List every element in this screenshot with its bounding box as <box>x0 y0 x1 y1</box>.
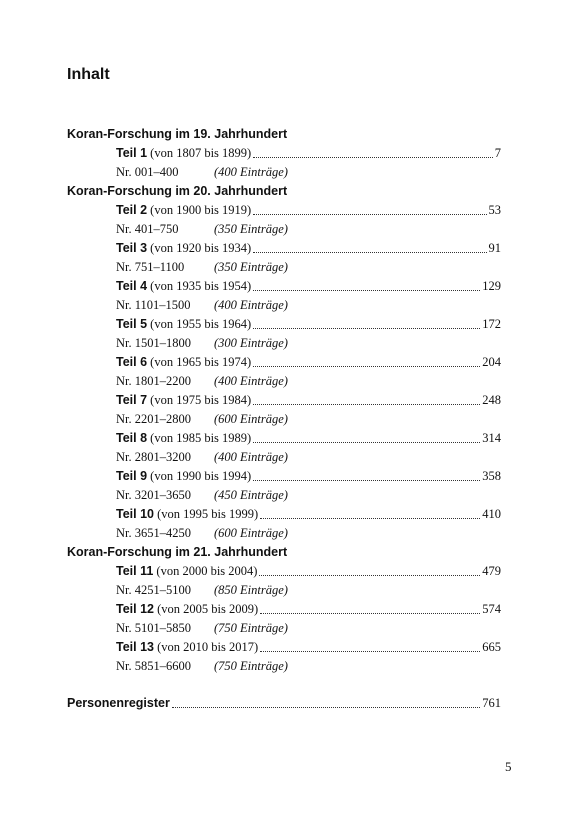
toc-entry[interactable] <box>67 144 501 163</box>
entry-range-row <box>67 372 501 391</box>
part-name: Teil 13 <box>116 640 154 654</box>
entry-count: (400 Einträge) <box>214 298 288 312</box>
part-name: Teil 5 <box>116 317 148 331</box>
register-label: Personenregister <box>67 696 170 710</box>
page-ref: 91 <box>488 241 501 255</box>
toc-entry[interactable] <box>67 638 501 657</box>
leader-dots <box>253 327 480 329</box>
toc-entry[interactable] <box>67 239 501 258</box>
entry-range-row <box>67 619 501 638</box>
entry-label <box>116 353 251 372</box>
part-name: Teil 6 <box>116 355 148 369</box>
section-heading: Koran-Forschung im 20. Jahrhundert <box>67 184 288 198</box>
part-span: (von 2005 bis 2009) <box>157 602 259 616</box>
entry-count: (400 Einträge) <box>214 374 288 388</box>
part-name: Teil 4 <box>116 279 148 293</box>
part-name: Teil 8 <box>116 431 148 445</box>
page-number: 5 <box>505 759 512 774</box>
entry-range: Nr. 3201–3650 <box>116 488 191 502</box>
entry-range: Nr. 5851–6600 <box>116 659 191 673</box>
page-ref: 574 <box>482 602 501 616</box>
entry-range-row <box>67 410 501 429</box>
part-name: Teil 12 <box>116 602 154 616</box>
page-ref: 248 <box>482 393 501 407</box>
entry-range: Nr. 3651–4250 <box>116 526 191 540</box>
part-name: Teil 2 <box>116 203 148 217</box>
entry-count: (450 Einträge) <box>214 488 288 502</box>
leader-dots <box>253 156 493 158</box>
entry-range-row <box>67 524 501 543</box>
leader-dots <box>253 479 480 481</box>
entry-label <box>116 144 251 163</box>
part-name: Teil 3 <box>116 241 148 255</box>
entry-label <box>116 429 251 448</box>
entry-label <box>116 505 258 524</box>
entry-range: Nr. 1101–1500 <box>116 298 191 312</box>
entry-range-row <box>67 581 501 600</box>
entry-count: (400 Einträge) <box>214 450 288 464</box>
entry-range: Nr. 1801–2200 <box>116 374 191 388</box>
section-heading: Koran-Forschung im 19. Jahrhundert <box>67 127 288 141</box>
entry-count: (750 Einträge) <box>214 659 288 673</box>
entry-label <box>116 600 258 619</box>
part-name: Teil 1 <box>116 146 148 160</box>
part-name: Teil 11 <box>116 564 154 578</box>
part-span: (von 1990 bis 1994) <box>150 469 252 483</box>
entry-range: Nr. 1501–1800 <box>116 336 191 350</box>
leader-dots <box>260 612 480 614</box>
leader-dots <box>253 365 480 367</box>
part-span: (von 1955 bis 1964) <box>150 317 252 331</box>
part-name: Teil 7 <box>116 393 148 407</box>
entry-range: Nr. 5101–5850 <box>116 621 191 635</box>
leader-dots <box>260 517 480 519</box>
spacer <box>67 676 501 694</box>
part-span: (von 1995 bis 1999) <box>157 507 259 521</box>
entry-count: (600 Einträge) <box>214 412 288 426</box>
entry-count: (350 Einträge) <box>214 222 288 236</box>
part-span: (von 1807 bis 1899) <box>150 146 252 160</box>
entry-count: (400 Einträge) <box>214 165 288 179</box>
page-ref: 479 <box>482 564 501 578</box>
toc-entry[interactable] <box>67 201 501 220</box>
toc-entry[interactable] <box>67 277 501 296</box>
entry-range: Nr. 751–1100 <box>116 260 185 274</box>
page-ref: 129 <box>482 279 501 293</box>
entry-range: Nr. 401–750 <box>116 222 179 236</box>
entry-range-row <box>67 334 501 353</box>
entry-range-row <box>67 220 501 239</box>
entry-count: (600 Einträge) <box>214 526 288 540</box>
entry-label <box>116 277 251 296</box>
toc-entry[interactable] <box>67 353 501 372</box>
entry-label <box>116 315 251 334</box>
leader-dots <box>253 289 480 291</box>
entry-range-row <box>67 163 501 182</box>
leader-dots <box>253 403 480 405</box>
toc-entry[interactable] <box>67 429 501 448</box>
part-span: (von 1920 bis 1934) <box>150 241 252 255</box>
register-entry[interactable] <box>67 694 501 713</box>
toc-entry[interactable] <box>67 391 501 410</box>
leader-dots <box>259 574 480 576</box>
page-ref: 665 <box>482 640 501 654</box>
section-heading: Koran-Forschung im 21. Jahrhundert <box>67 545 288 559</box>
entry-count: (300 Einträge) <box>214 336 288 350</box>
leader-dots <box>253 251 486 253</box>
toc-entry[interactable] <box>67 467 501 486</box>
entry-range: Nr. 2801–3200 <box>116 450 191 464</box>
part-span: (von 1900 bis 1919) <box>150 203 252 217</box>
entry-range-row <box>67 296 501 315</box>
page-ref: 410 <box>482 507 501 521</box>
page-ref: 204 <box>482 355 501 369</box>
toc-entry[interactable] <box>67 600 501 619</box>
part-name: Teil 9 <box>116 469 148 483</box>
page-ref: 761 <box>482 696 501 710</box>
entry-range: Nr. 2201–2800 <box>116 412 191 426</box>
entry-count: (350 Einträge) <box>214 260 288 274</box>
page-ref: 53 <box>488 203 501 217</box>
entry-range-row <box>67 657 501 676</box>
page-title: Inhalt <box>67 66 110 83</box>
page-ref: 7 <box>494 146 501 160</box>
entry-range: Nr. 001–400 <box>116 165 179 179</box>
part-span: (von 2010 bis 2017) <box>157 640 259 654</box>
leader-dots <box>253 213 486 215</box>
entry-range-row <box>67 448 501 467</box>
entry-label <box>116 467 251 486</box>
toc-entry[interactable] <box>67 562 501 581</box>
entry-count: (750 Einträge) <box>214 621 288 635</box>
part-span: (von 1935 bis 1954) <box>150 279 252 293</box>
entry-label <box>116 562 257 581</box>
entry-count: (850 Einträge) <box>214 583 288 597</box>
part-span: (von 1985 bis 1989) <box>150 431 252 445</box>
entry-range-row <box>67 486 501 505</box>
entry-label <box>116 239 251 258</box>
part-name: Teil 10 <box>116 507 154 521</box>
part-span: (von 1965 bis 1974) <box>150 355 252 369</box>
part-span: (von 2000 bis 2004) <box>156 564 258 578</box>
leader-dots <box>260 650 480 652</box>
page-ref: 314 <box>482 431 501 445</box>
entry-range-row <box>67 258 501 277</box>
page-ref: 172 <box>482 317 501 331</box>
table-of-contents <box>67 125 501 713</box>
part-span: (von 1975 bis 1984) <box>150 393 252 407</box>
entry-label <box>116 638 258 657</box>
toc-entry[interactable] <box>67 505 501 524</box>
entry-label <box>116 201 251 220</box>
entry-range: Nr. 4251–5100 <box>116 583 191 597</box>
entry-label <box>116 391 251 410</box>
page-ref: 358 <box>482 469 501 483</box>
leader-dots <box>172 706 480 708</box>
leader-dots <box>253 441 480 443</box>
toc-entry[interactable] <box>67 315 501 334</box>
